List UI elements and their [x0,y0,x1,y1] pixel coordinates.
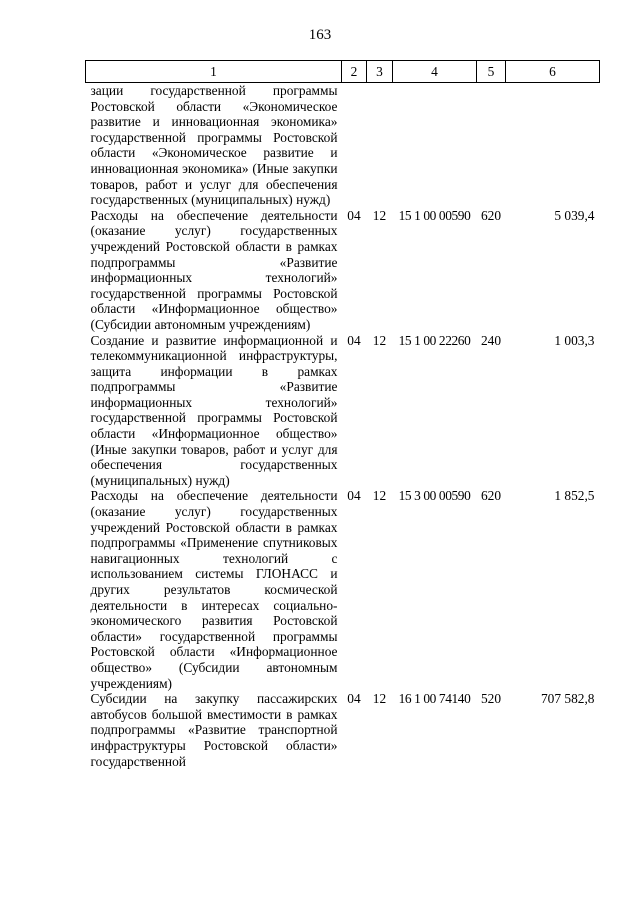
row-expense-type: 620 [480,207,502,223]
row-description: Расходы на обеспечение деятельности (оказание услуг) государственных учреждений Ростовской области в рамках подпрограммы «Развитие информационных технологий» государственной программы Ростовской области «Информационное общество» (Субсидии автономным учреждениям) [90,207,338,332]
header-col-5: 5 [477,61,506,83]
row-amount: 707 582,8 [540,691,595,707]
row-target-article: 15 3 00 00590 [398,488,471,504]
row-subsection: 12 [372,207,387,223]
row-expense-type [477,83,506,208]
row-expense-type: 620 [480,488,502,504]
table-row [86,488,600,691]
row-description: Субсидии на закупку пассажирских автобусов большой вместимости в рамках подпрограммы «Развитие транспортной инфраструктуры Ростовской области» государственной [90,691,338,769]
budget-table [85,60,600,769]
row-description: Создание и развитие информационной и телекоммуникационной инфраструктуры, защита информации в рамках подпрограммы «Развитие информационных технологий» государственной программы Ростовской области «Информационное общество» (Иные закупки товаров, работ и услуг для обеспечения государственных (муниципальных) нужд) [90,332,338,488]
table-header [86,61,600,83]
row-subsection: 12 [372,488,387,504]
row-amount: 1 003,3 [554,332,595,348]
row-section: 04 [347,488,361,504]
row-section [342,83,367,208]
header-col-2: 2 [342,61,367,83]
row-section: 04 [347,207,361,223]
row-target-article: 16 1 00 74140 [398,691,471,707]
table-row [86,333,600,489]
row-subsection [367,83,393,208]
row-target-article: 15 1 00 00590 [398,207,471,223]
row-amount [506,83,600,208]
header-col-3: 3 [367,61,393,83]
row-section: 04 [347,691,361,707]
row-amount: 1 852,5 [554,488,595,504]
header-col-1: 1 [86,61,342,83]
row-description: зации государственной программы Ростовской области «Экономическое развитие и инновационная экономика» государственной программы Ростовской области «Экономическое развитие и инновационная экономика» (Иные закупки товаров, работ и услуг для обеспечения государственных (муниципальных) нужд) [90,83,338,208]
page-number: 163 [308,27,332,43]
row-subsection: 12 [372,332,387,348]
table-row [86,83,600,208]
header-row [86,61,600,83]
row-target-article: 15 1 00 22260 [398,332,471,348]
row-expense-type: 240 [480,332,502,348]
table-row [86,208,600,333]
row-expense-type: 520 [480,691,502,707]
table-body [86,83,600,770]
header-col-6: 6 [506,61,600,83]
row-section: 04 [347,332,361,348]
row-amount: 5 039,4 [554,207,595,223]
row-description: Расходы на обеспечение деятельности (оказание услуг) государственных учреждений Ростовской области в рамках подпрограммы «Применение спутниковых навигационных технологий с использованием системы ГЛОНАСС и других результатов космической деятельности в интересах социально-экономического развития Ростовской области» государственной программы Ростовской области «Информационное общество» (Субсидии автономным учреждениям) [90,488,338,691]
header-col-4: 4 [393,61,477,83]
row-target-article [393,83,477,208]
table-row [86,691,600,769]
row-subsection: 12 [372,691,387,707]
